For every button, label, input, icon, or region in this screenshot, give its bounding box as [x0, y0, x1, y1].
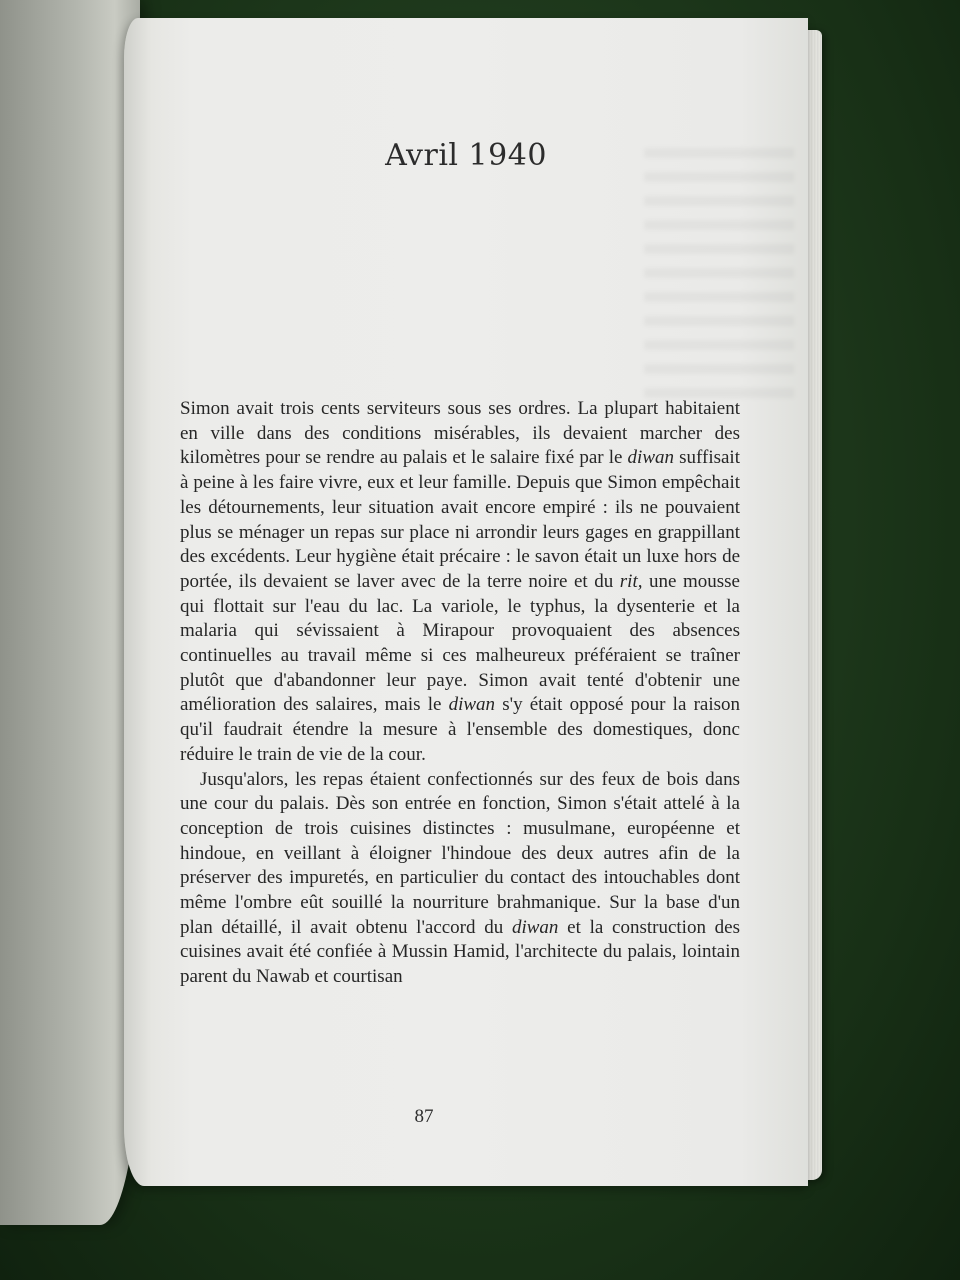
- left-page-edge: [0, 0, 140, 1225]
- book-page: [124, 18, 808, 1186]
- italic-term: diwan: [627, 447, 674, 469]
- text-run: une mousse qui flottait sur l'eau du lac. La variole, le typhus, la dysenterie et la malaria qui sévissaient à Mirapour provoquaient des absences continuelles au travail même si ces malheureux préféraient se traîner plutôt que d'abandonner leur paye. Simon avait tenté d'obtenir une amélioration des salaires, mais le: [180, 570, 740, 716]
- text-run: suffisait à peine à les faire vivre, eux et leur famille. Depuis que Simon empêchait les détournements, leur situation avait encore empiré : ils ne pouvaient plus se ménager un repas sur place ni arrondir leurs gages en grappillant des excédents. Leur hygiène était précaire : le savon était un luxe hors de portée, ils devaient se laver avec de la terre noire et du: [180, 447, 740, 592]
- text-run: Jusqu'alors, les repas étaient confectionnés sur des feux de bois dans une cour du palais. Dès son entrée en fonction, Simon s'était attelé à la conception de trois cuisines distinctes : musulmane, européenne et hindoue, en veillant à éloigner l'hindoue des deux autres afin de la préserver des impuretés, en particulier du contact des intouchables dont même l'ombre eût souillé la nourriture brahmanique. Sur la base d'un plan détaillé, il avait obtenu l'accord du: [180, 768, 740, 938]
- paragraph-1: [180, 397, 740, 768]
- italic-term: diwan: [448, 694, 496, 716]
- italic-term: diwan: [511, 916, 559, 938]
- chapter-title: Avril 1940: [385, 138, 547, 173]
- text-run: et la construction des cuisines avait été confiée à Mussin Hamid, l'architecte du palais, lointain parent du Nawab et courtisan: [180, 916, 740, 988]
- body-text: [180, 397, 740, 990]
- italic-term: rit,: [619, 570, 643, 592]
- page-number: 87: [414, 1106, 434, 1127]
- text-run: Simon avait trois cents serviteurs sous ses ordres. La plupart habitaient en ville dans des conditions misérables, ils devaient marcher des kilomètres pour se rendre au palais et le salaire fixé par le: [180, 398, 740, 469]
- paragraph-2: [180, 768, 740, 990]
- text-run: s'y était opposé pour la raison qu'il faudrait étendre la mesure à l'ensemble des domestiques, donc réduire le train de vie de la cour.: [180, 694, 740, 765]
- show-through-text: [644, 148, 794, 398]
